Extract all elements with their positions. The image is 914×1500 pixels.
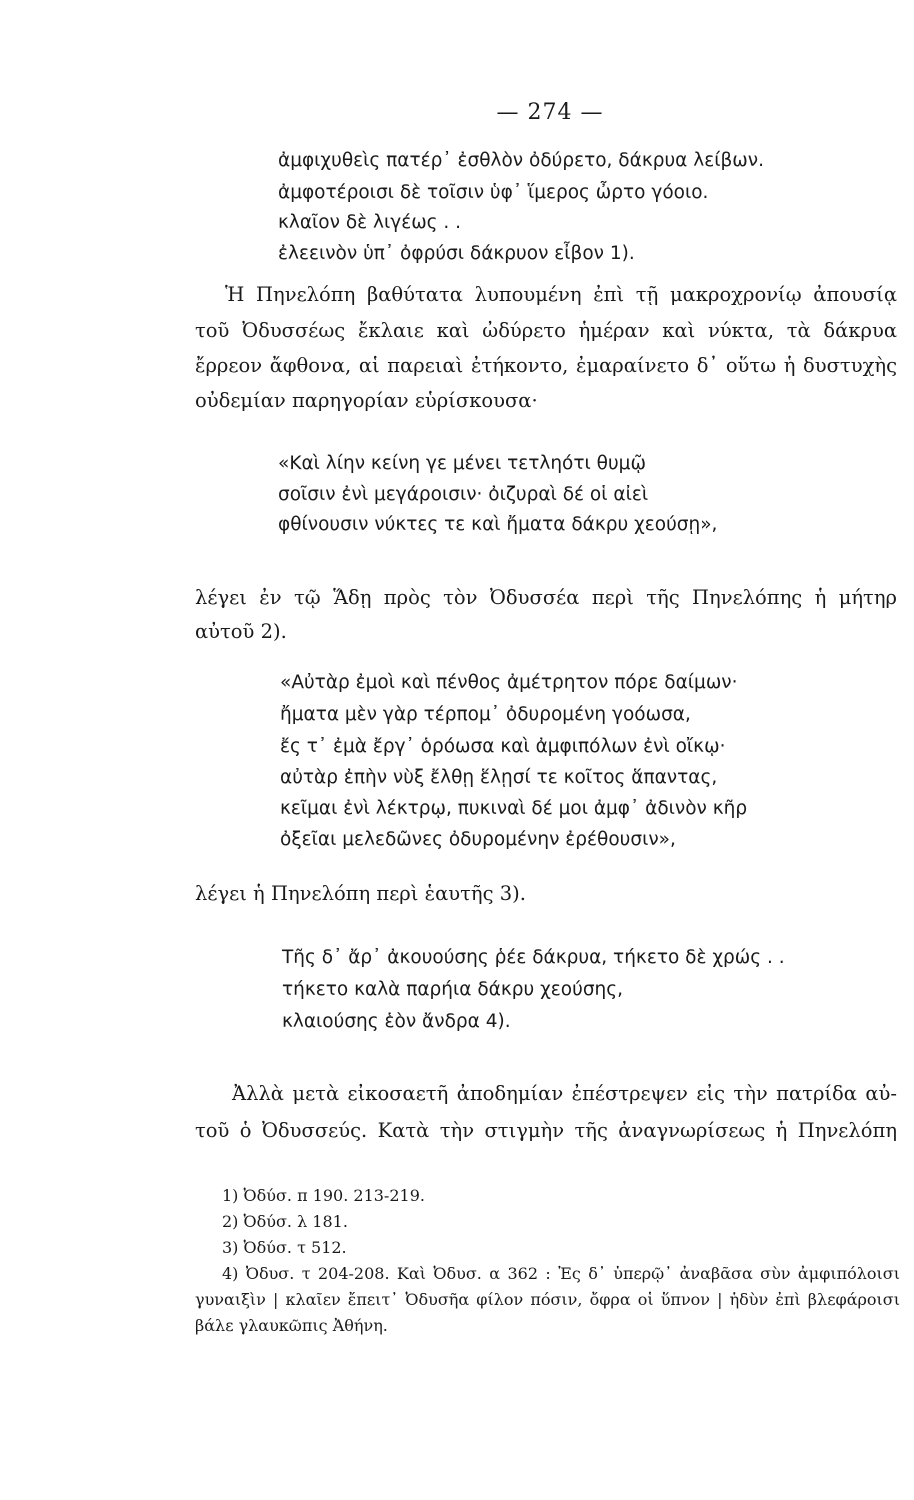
verse-line: Τῆς δ᾽ ἄρ᾽ ἀκουούσης ῥέε δάκρυα, τήκετο δὲ χρώς . . bbox=[282, 947, 785, 968]
verse-line: ἔς τ᾽ ἐμὰ ἔργ᾽ ὁρόωσα καὶ ἀμφιπόλων ἐνὶ οἴκῳ· bbox=[280, 736, 726, 757]
footnote: 1) Ὀδύσ. π 190. 213-219. bbox=[222, 1186, 425, 1205]
verse-line: κλαιούσης ἑὸν ἄνδρα 4). bbox=[282, 1011, 511, 1032]
paragraph-line: οὐδεμίαν παρηγορίαν εὑρίσκουσα· bbox=[195, 389, 538, 412]
paragraph-line: Ἀλλὰ μετὰ εἰκοσαετῆ ἀποδημίαν ἐπέστρεψεν εἰς τὴν πατρίδα αὐ- bbox=[232, 1082, 897, 1105]
verse-line: ἀμφιχυθεὶς πατέρ᾽ ἐσθλὸν ὀδύρετο, δάκρυα λείβων. bbox=[278, 150, 764, 171]
verse-line: «Καὶ λίην κείνη γε μένει τετληότι θυμῷ bbox=[278, 453, 646, 474]
verse-line: φθίνουσιν νύκτες τε καὶ ἤματα δάκρυ χεούσῃ», bbox=[278, 514, 718, 535]
verse-line: ἀμφοτέροισι δὲ τοῖσιν ὑφ᾽ ἵμερος ὦρτο γόοιο. bbox=[278, 182, 709, 203]
verse-line: κλαῖον δὲ λιγέως . . bbox=[278, 212, 462, 233]
verse-line: τήκετο καλὰ παρήια δάκρυ χεούσης, bbox=[282, 979, 624, 1000]
page-number: — 274 — bbox=[496, 100, 604, 125]
footnote: 3) Ὀδύσ. τ 512. bbox=[222, 1238, 347, 1257]
footnote-continuation: βάλε γλαυκῶπις Ἀθήνη. bbox=[195, 1316, 388, 1335]
verse-line: αὐτὰρ ἐπὴν νὺξ ἔλθῃ ἕλῃσί τε κοῖτος ἅπαντας, bbox=[280, 767, 718, 788]
verse-line: σοῖσιν ἐνὶ μεγάροισιν· ὀιζυραὶ δέ οἱ αἰεὶ bbox=[278, 484, 649, 505]
verse-line: ἤματα μὲν γὰρ τέρπομ᾽ ὀδυρομένη γοόωσα, bbox=[280, 704, 691, 725]
verse-line: ἐλεεινὸν ὑπ᾽ ὀφρύσι δάκρυον εἶβον 1). bbox=[278, 243, 635, 264]
footnote: 4) Ὀδυσ. τ 204-208. Καὶ Ὀδυσ. α 362 : Ἐς δ᾽ ὑπερῷ᾽ ἀναβᾶσα σὺν ἀμφιπόλοισι bbox=[222, 1264, 900, 1283]
footnote: 2) Ὀδύσ. λ 181. bbox=[222, 1212, 348, 1231]
paragraph-line: Ἡ Πηνελόπη βαθύτατα λυπουμένη ἐπὶ τῇ μακροχρονίῳ ἀπουσίᾳ bbox=[225, 283, 897, 306]
paragraph-line: αὐτοῦ 2). bbox=[195, 620, 287, 643]
verse-line: «Αὐτὰρ ἐμοὶ καὶ πένθος ἀμέτρητον πόρε δαίμων· bbox=[280, 672, 738, 693]
paragraph-line: λέγει ἡ Πηνελόπη περὶ ἑαυτῆς 3). bbox=[195, 882, 526, 905]
verse-line: ὀξεῖαι μελεδῶνες ὀδυρομένην ἐρέθουσιν», bbox=[280, 829, 676, 850]
paragraph-line: λέγει ἐν τῷ Ἅδῃ πρὸς τὸν Ὀδυσσέα περὶ τῆς Πηνελόπης ἡ μήτηρ bbox=[195, 586, 897, 609]
paragraph-line: τοῦ ὁ Ὀδυσσεύς. Κατὰ τὴν στιγμὴν τῆς ἀναγνωρίσεως ἡ Πηνελόπη bbox=[195, 1119, 897, 1142]
paragraph-line: τοῦ Ὀδυσσέως ἔκλαιε καὶ ὠδύρετο ἡμέραν καὶ νύκτα, τὰ δάκρυα bbox=[195, 319, 897, 342]
paragraph-line: ἔρρεον ἄφθονα, αἱ παρειαὶ ἐτήκοντο, ἐμαραίνετο δ᾽ οὕτω ἡ δυστυχὴς bbox=[195, 354, 897, 377]
verse-line: κεῖμαι ἐνὶ λέκτρῳ, πυκιναὶ δέ μοι ἀμφ᾽ ἀδινὸν κῆρ bbox=[280, 798, 748, 819]
footnote-continuation: γυναιξὶν | κλαῖεν ἔπειτ᾽ Ὀδυσῆα φίλον πόσιν, ὄφρα οἱ ὕπνον | ἡδὺν ἐπὶ βλεφάροισι bbox=[195, 1290, 900, 1309]
